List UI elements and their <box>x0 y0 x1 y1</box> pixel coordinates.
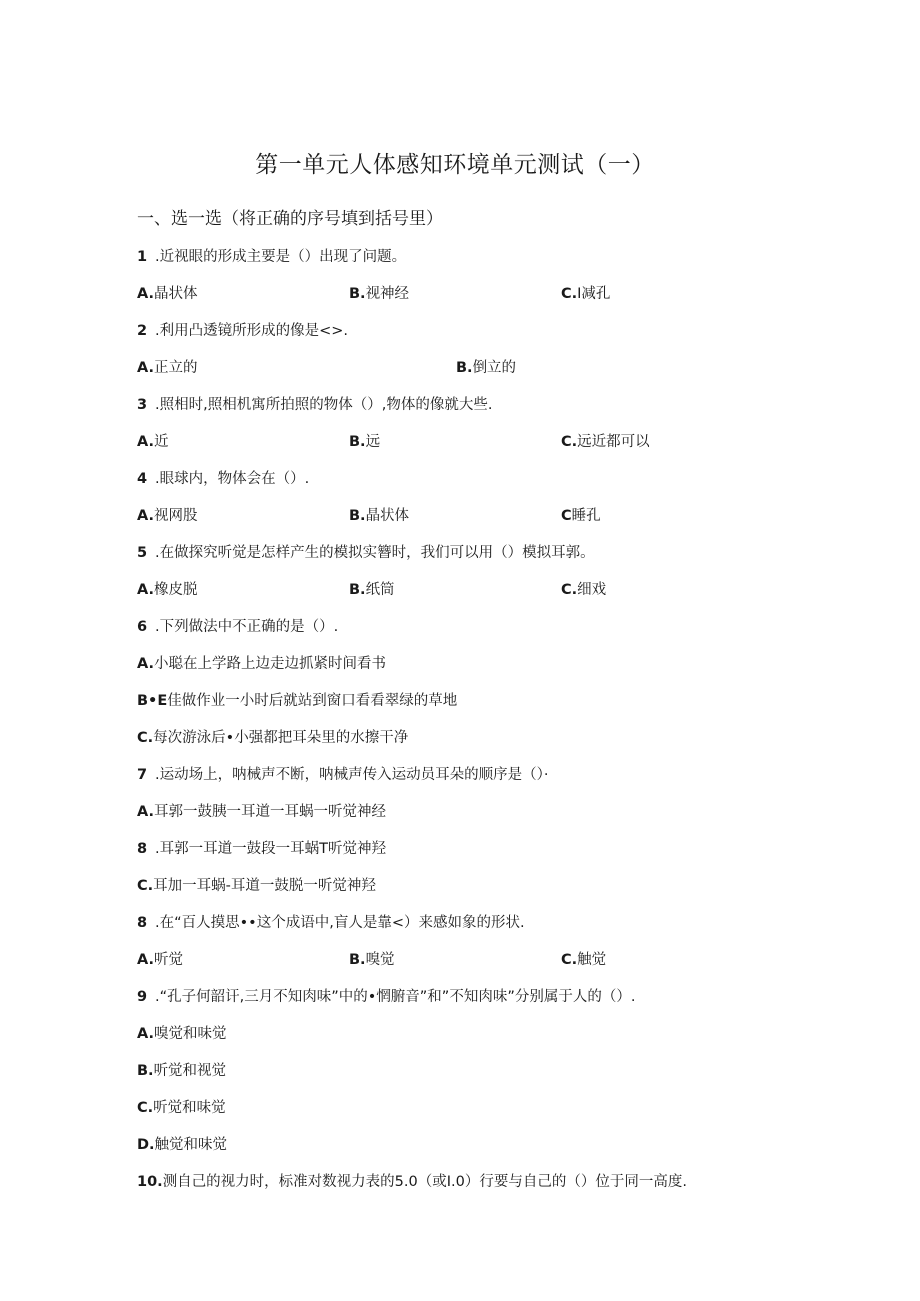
option-text: 耳郭一鼓胰一耳道一耳蜗一听觉神经 <box>154 804 386 820</box>
question-number: 1 <box>137 249 148 265</box>
option-letter: C. <box>137 730 154 746</box>
option-b <box>137 1059 226 1080</box>
option-letter: C. <box>561 952 578 968</box>
question-text: 测自己的视力时，标准对数视力表的5.0（或I.0）行要与自己的（）位于同一高度. <box>162 1174 687 1190</box>
option-letter: A. <box>137 952 154 968</box>
option-a <box>137 578 198 599</box>
option-a <box>137 282 198 303</box>
option-text: 晶状体 <box>154 286 198 302</box>
question-text: .在“百人摸思••这个成语中,盲人是靠<）来感如象的形状. <box>155 915 525 931</box>
question-number: 2 <box>137 323 148 339</box>
option-letter: C <box>561 508 572 524</box>
option-a <box>137 504 198 525</box>
question-number: 6 <box>137 619 148 635</box>
option-letter: A. <box>137 1026 154 1042</box>
option-text: 每次游泳后•小强都把耳朵里的水擦干净 <box>153 730 409 746</box>
option-text: 橡皮脱 <box>154 582 198 598</box>
document-title: 第一单元人体感知环境单元测试（一） <box>255 152 655 178</box>
option-text: 听觉和视觉 <box>153 1063 227 1079</box>
option-b <box>349 578 395 599</box>
option-letter: A. <box>137 434 154 450</box>
option-letter: C. <box>137 878 154 894</box>
option-text: 远 <box>365 434 381 450</box>
option-letter: C. <box>561 434 578 450</box>
option-letter: D. <box>137 1137 155 1153</box>
option-c <box>561 948 606 969</box>
question-text: .运动场上，呐械声不断，呐械声传入运动员耳朵的顺序是（）· <box>155 767 549 783</box>
option-text: 听觉 <box>154 952 183 968</box>
option-c <box>137 1096 226 1117</box>
option-letter: A. <box>137 656 154 672</box>
question-number: 8 <box>137 915 148 931</box>
option-letter: C. <box>561 286 578 302</box>
option-text: 佳做作业一小时后就站到窗口看看翠绿的草地 <box>167 693 458 709</box>
option-text: 睡孔 <box>571 508 601 524</box>
option-c <box>561 430 650 451</box>
option-text: .耳郭一耳道一鼓段一耳蜗T听觉神羟 <box>155 841 386 857</box>
question-text: .眼球内，物体会在（）. <box>155 471 310 487</box>
question-8 <box>137 911 525 932</box>
option-a <box>137 356 198 377</box>
option-text: 远近都可以 <box>577 434 650 450</box>
question-1 <box>137 245 406 266</box>
option-b <box>137 837 386 858</box>
question-number: 4 <box>137 471 148 487</box>
option-b <box>349 504 409 525</box>
option-letter: B. <box>349 952 366 968</box>
option-a <box>137 430 169 451</box>
section-heading: 一、选一选（将正确的序号填到括号里） <box>137 209 443 229</box>
option-text: 倒立的 <box>472 360 517 376</box>
question-number: 10. <box>137 1174 163 1190</box>
option-c <box>137 726 408 747</box>
option-c <box>561 504 601 525</box>
question-text: .近视眼的形成主要是（）出现了问题。 <box>155 249 407 265</box>
question-text: .照相时,照相机寓所拍照的物体（）,物体的像就大些. <box>155 397 493 413</box>
question-text: .在做探究听觉是怎样产生的模拟实簪时，我们可以用（）模拟耳郭。 <box>155 545 595 561</box>
option-text: 晶状体 <box>365 508 410 524</box>
option-text: 嗅觉和味觉 <box>154 1026 227 1042</box>
option-letter: A. <box>137 508 154 524</box>
question-number: 3 <box>137 397 148 413</box>
question-9 <box>137 985 635 1006</box>
question-4 <box>137 467 309 488</box>
option-b <box>456 356 516 377</box>
option-c <box>561 282 610 303</box>
option-text: 嗅觉 <box>365 952 395 968</box>
option-text: 近 <box>154 434 169 450</box>
question-5 <box>137 541 595 562</box>
option-text: 小聪在上学路上边走边抓紧时间看书 <box>154 656 386 672</box>
option-a <box>137 652 386 673</box>
option-letter: B•E <box>137 693 168 709</box>
option-d <box>137 1133 227 1154</box>
option-a <box>137 1022 227 1043</box>
question-2 <box>137 319 348 340</box>
question-3 <box>137 393 492 414</box>
option-letter: A. <box>137 582 154 598</box>
option-b <box>349 948 395 969</box>
option-c <box>137 874 376 895</box>
question-6 <box>137 615 338 636</box>
option-letter: B. <box>349 508 366 524</box>
option-text: 耳加一耳蜗-耳道一鼓脱一听觉神羟 <box>153 878 376 894</box>
option-a <box>137 800 386 821</box>
question-text: .利用凸透镜所形成的像是<>. <box>155 323 349 339</box>
option-b <box>349 282 409 303</box>
question-10 <box>137 1170 687 1191</box>
option-letter: B. <box>456 360 473 376</box>
option-text: 视神经 <box>365 286 410 302</box>
option-letter: B. <box>349 434 366 450</box>
option-b <box>137 689 457 710</box>
option-text: 触觉 <box>577 952 607 968</box>
question-text: .下列做法中不正确的是（）. <box>155 619 339 635</box>
option-letter: B. <box>349 582 366 598</box>
option-c <box>561 578 606 599</box>
option-letter: B. <box>349 286 366 302</box>
option-text: 触觉和味觉 <box>154 1137 228 1153</box>
option-text: I减孔 <box>577 286 611 302</box>
question-number: 7 <box>137 767 148 783</box>
question-7 <box>137 763 548 784</box>
option-text: 听觉和味觉 <box>153 1100 226 1116</box>
option-text: 细戏 <box>577 582 607 598</box>
option-letter: A. <box>137 804 154 820</box>
option-letter: A. <box>137 360 154 376</box>
option-text: 正立的 <box>154 360 198 376</box>
option-letter: C. <box>137 1100 154 1116</box>
question-number: 5 <box>137 545 148 561</box>
option-letter: 8 <box>137 841 148 857</box>
option-a <box>137 948 183 969</box>
option-b <box>349 430 380 451</box>
question-number: 9 <box>137 989 148 1005</box>
option-text: 视网股 <box>154 508 198 524</box>
option-letter: A. <box>137 286 154 302</box>
option-letter: B. <box>137 1063 154 1079</box>
option-letter: C. <box>561 582 578 598</box>
question-text: .“孔子何韶讦,三月不知肉味”中的•惘腑音”和”不知肉味”分别属于人的（）. <box>155 989 636 1005</box>
option-text: 纸筒 <box>365 582 395 598</box>
